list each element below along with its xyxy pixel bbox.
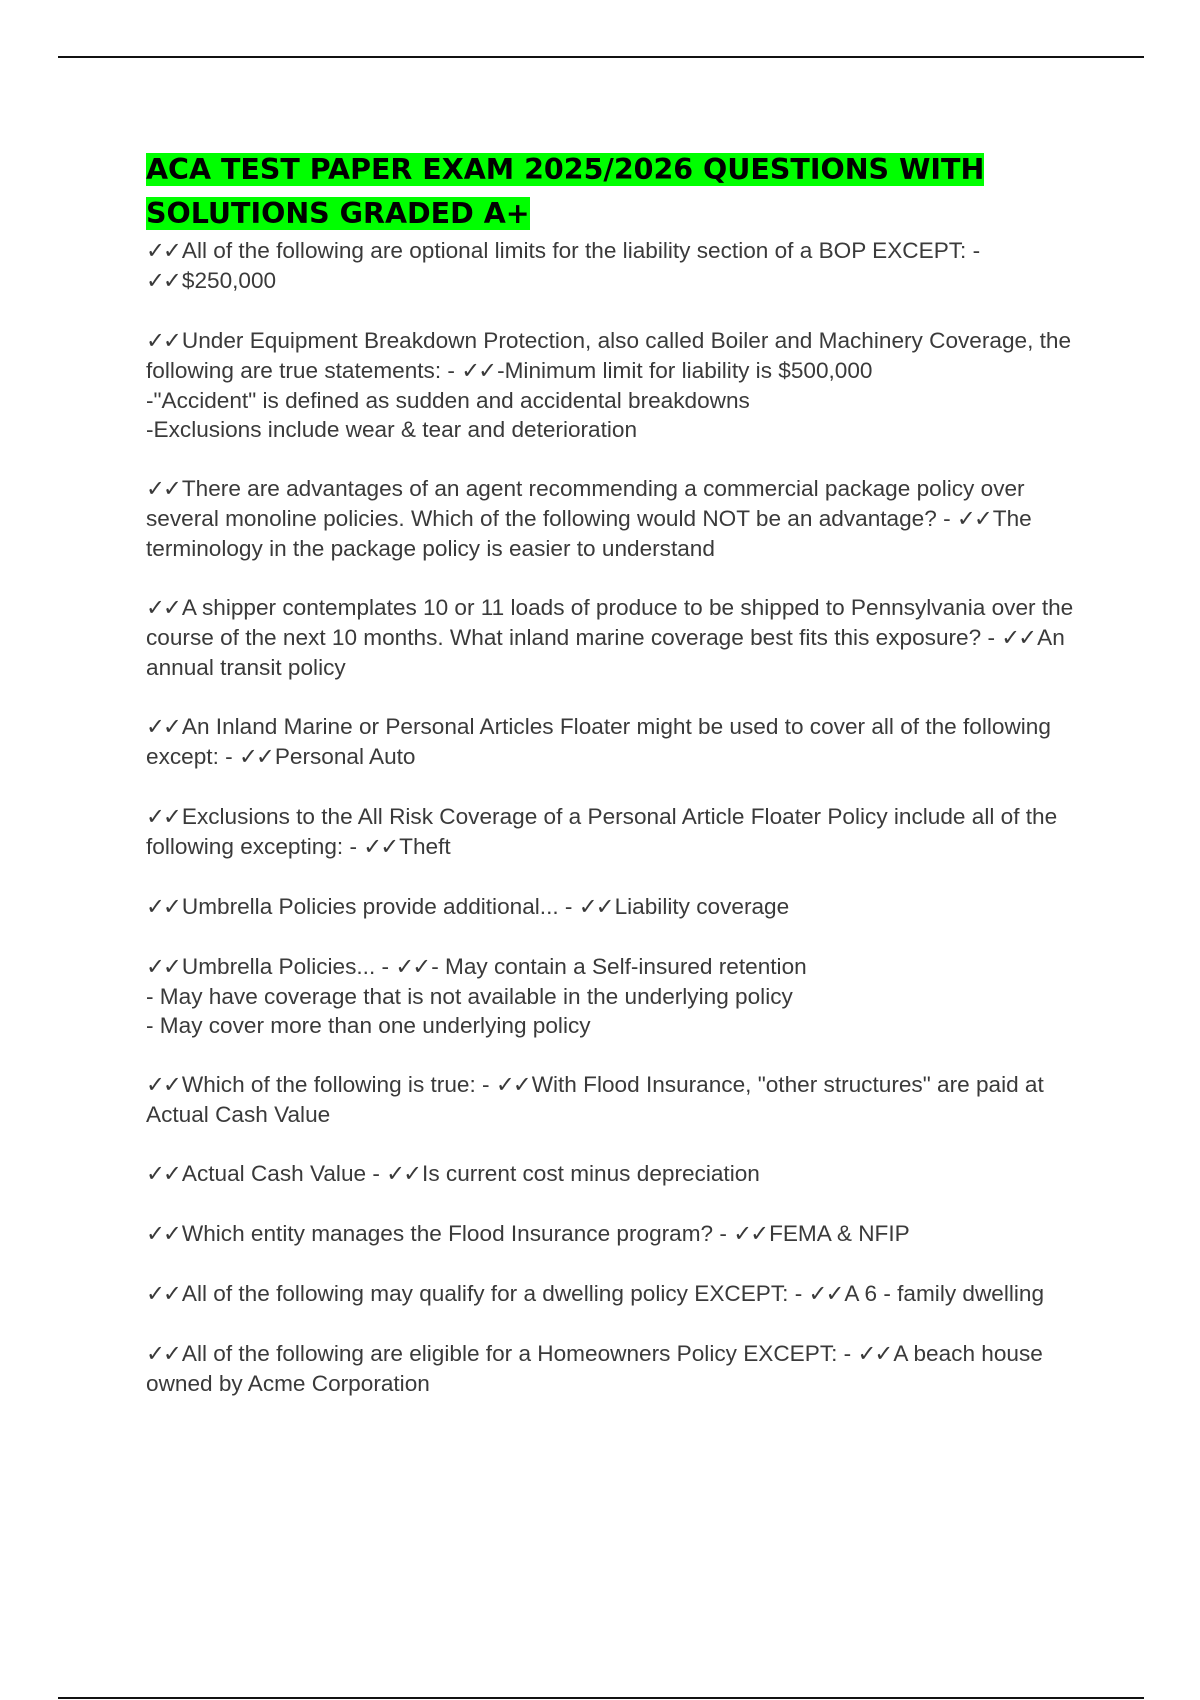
qa-item bbox=[146, 802, 1096, 862]
question-text: An Inland Marine or Personal Articles Floater might be used to cover all of the following except: - bbox=[146, 714, 1051, 769]
title-highlight: ACA TEST PAPER EXAM 2025/2026 QUESTIONS WITH SOLUTIONS GRADED A+ bbox=[146, 153, 985, 230]
answer-check-icon: ✓✓ bbox=[578, 894, 613, 920]
question-check-icon: ✓✓ bbox=[146, 1161, 180, 1187]
answer-check-icon: ✓✓ bbox=[1001, 625, 1036, 651]
qa-item bbox=[146, 1339, 1096, 1398]
question-text: Which of the following is true: - bbox=[181, 1072, 490, 1097]
question-text: All of the following may qualify for a dwelling policy EXCEPT: - bbox=[181, 1281, 803, 1306]
answer-text: A 6 - family dwelling bbox=[844, 1281, 1045, 1306]
answer-check-icon: ✓✓ bbox=[956, 506, 991, 532]
answer-check-icon: ✓✓ bbox=[733, 1221, 768, 1247]
question-check-icon: ✓✓ bbox=[146, 595, 180, 621]
answer-check-icon: ✓✓ bbox=[395, 954, 430, 980]
question-text: Which entity manages the Flood Insurance program? - bbox=[181, 1221, 727, 1246]
qa-item bbox=[146, 1279, 1096, 1309]
question-check-icon: ✓✓ bbox=[146, 1072, 180, 1098]
qa-item bbox=[146, 1159, 1096, 1189]
answer-check-icon: ✓✓ bbox=[808, 1281, 843, 1307]
answer-text: -Minimum limit for liability is $500,000 -"Accident" is defined as sudden and accidental breakdowns -Exclusions include wear & tear and deterioration bbox=[146, 358, 873, 442]
question-check-icon: ✓✓ bbox=[146, 1341, 180, 1367]
answer-check-icon: ✓✓ bbox=[363, 834, 398, 860]
question-check-icon: ✓✓ bbox=[146, 714, 180, 740]
answer-text: - May contain a Self-insured retention - May have coverage that is not available in the underlying policy - May cover more than one underlying policy bbox=[146, 954, 807, 1038]
qa-list bbox=[146, 236, 1096, 1398]
document-title bbox=[146, 148, 1096, 236]
answer-text: FEMA & NFIP bbox=[769, 1221, 910, 1246]
question-check-icon: ✓✓ bbox=[146, 1281, 180, 1307]
answer-check-icon: ✓✓ bbox=[495, 1072, 530, 1098]
answer-text: Liability coverage bbox=[614, 894, 790, 919]
question-text: Actual Cash Value - bbox=[181, 1161, 380, 1186]
question-text: Umbrella Policies provide additional... - bbox=[181, 894, 573, 919]
question-check-icon: ✓✓ bbox=[146, 954, 180, 980]
answer-text: With Flood Insurance, "other structures" are paid at Actual Cash Value bbox=[146, 1072, 1044, 1127]
bottom-rule bbox=[58, 1697, 1144, 1699]
qa-item bbox=[146, 892, 1096, 922]
question-text: Exclusions to the All Risk Coverage of a Personal Article Floater Policy include all of the following excepting: - bbox=[146, 804, 1058, 859]
answer-check-icon: ✓✓ bbox=[857, 1341, 892, 1367]
answer-text: An annual transit policy bbox=[146, 625, 1065, 680]
top-rule bbox=[58, 56, 1144, 58]
question-check-icon: ✓✓ bbox=[146, 328, 180, 354]
qa-item bbox=[146, 1070, 1096, 1129]
qa-item bbox=[146, 474, 1096, 563]
question-text: Umbrella Policies... - bbox=[181, 954, 390, 979]
answer-check-icon: ✓✓ bbox=[386, 1161, 421, 1187]
answer-check-icon: ✓✓ bbox=[238, 744, 273, 770]
question-text: There are advantages of an agent recommending a commercial package policy over several monoline policies. Which of the following would NOT be an advantage? - bbox=[146, 476, 1025, 531]
question-check-icon: ✓✓ bbox=[146, 476, 180, 502]
question-check-icon: ✓✓ bbox=[146, 894, 180, 920]
qa-item bbox=[146, 1219, 1096, 1249]
question-text: A shipper contemplates 10 or 11 loads of produce to be shipped to Pennsylvania over the course of the next 10 months. What inland marine coverage best fits this exposure? - bbox=[146, 595, 1074, 650]
answer-text: The terminology in the package policy is easier to understand bbox=[146, 506, 1032, 561]
answer-check-icon: ✓✓ bbox=[146, 268, 180, 294]
question-text: Under Equipment Breakdown Protection, also called Boiler and Machinery Coverage, the following are true statements: - bbox=[146, 328, 1072, 383]
answer-text: Personal Auto bbox=[274, 744, 416, 769]
qa-item bbox=[146, 712, 1096, 772]
qa-item bbox=[146, 593, 1096, 682]
answer-text: A beach house owned by Acme Corporation bbox=[146, 1341, 1043, 1396]
question-text: All of the following are optional limits for the liability section of a BOP EXCEPT: - bbox=[181, 238, 981, 263]
document-body bbox=[146, 148, 1096, 1428]
qa-item bbox=[146, 326, 1096, 444]
question-text: All of the following are eligible for a Homeowners Policy EXCEPT: - bbox=[181, 1341, 852, 1366]
answer-check-icon: ✓✓ bbox=[461, 358, 496, 384]
answer-text: Is current cost minus depreciation bbox=[422, 1161, 760, 1186]
answer-text: $250,000 bbox=[181, 268, 277, 293]
question-check-icon: ✓✓ bbox=[146, 1221, 180, 1247]
question-check-icon: ✓✓ bbox=[146, 238, 180, 264]
question-check-icon: ✓✓ bbox=[146, 804, 180, 830]
qa-item bbox=[146, 236, 1096, 296]
answer-text: Theft bbox=[399, 834, 451, 859]
qa-item bbox=[146, 952, 1096, 1040]
